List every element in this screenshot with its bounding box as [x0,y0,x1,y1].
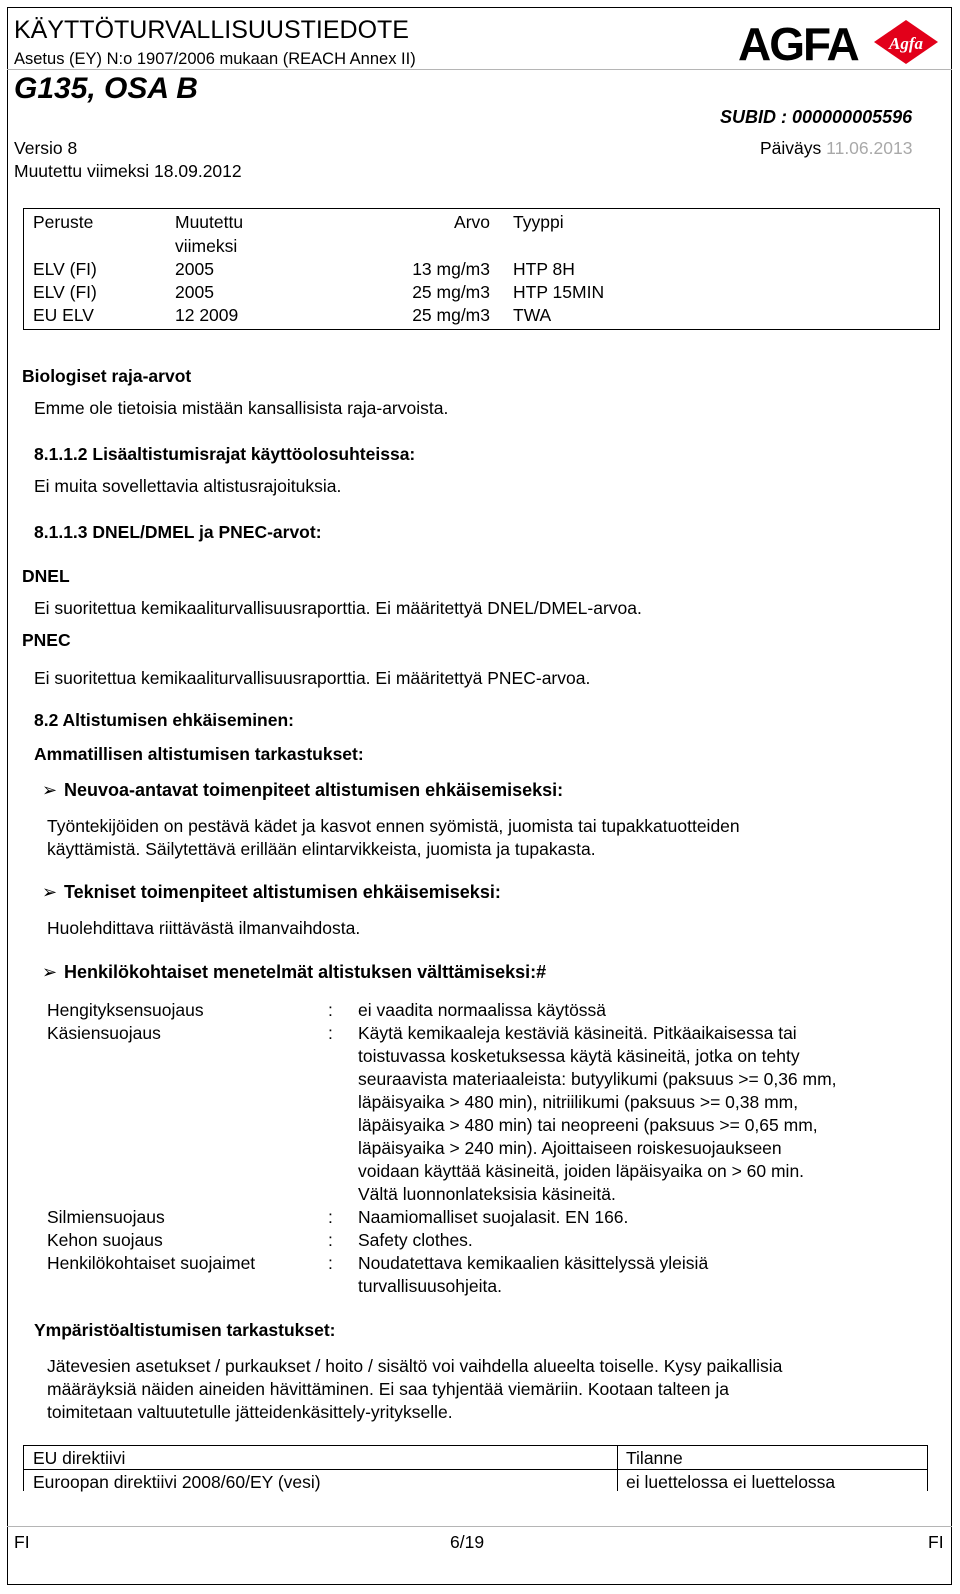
advisory-measures-heading: Neuvoa-antavat toimenpiteet altistumisen ehkäisemiseksi: [64,780,564,800]
ppe-label: Henkilökohtaiset suojaimet [47,1253,256,1273]
col-header-modified-line2: viimeksi [175,236,238,256]
agfa-logo [738,18,948,68]
directive-table-top-border [23,1445,928,1446]
technical-measures-heading: Tekniset toimenpiteet altistumisen ehkäisemiseksi: [64,882,501,902]
product-name: G135, OSA B [14,72,198,105]
ppe-label: Käsiensuojaus [47,1023,161,1043]
col-header-type: Tyyppi [513,212,564,232]
directive-col-header: EU direktiivi [33,1448,126,1468]
bio-text: Emme ole tietoisia mistään kansallisista raja-arvoista. [34,398,449,418]
dnel-text: Ei suoritettua kemikaaliturvallisuusraporttia. Ei määritettyä DNEL/DMEL-arvoa. [34,598,642,618]
ppe-value: Naamiomalliset suojalasit. EN 166. [358,1207,629,1227]
ppe-label: Silmiensuojaus [47,1207,165,1227]
ppe-value: voidaan käyttää käsineitä, joiden läpäisyaika on > 60 min. [358,1161,805,1181]
subid: SUBID : 000000005596 [720,107,913,127]
directive-table-row-border [23,1469,928,1470]
ppe-value: Käytä kemikaaleja kestäviä käsineitä. Pitkäaikaisessa tai [358,1023,797,1043]
ppe-colon: : [328,1230,333,1250]
col-header-modified: Muutettu [175,212,244,232]
row-basis: EU ELV [33,305,94,325]
ppe-value: turvallisuusohjeita. [358,1276,502,1296]
svg-text:Agfa: Agfa [889,34,923,53]
row-type: HTP 15MIN [513,282,605,302]
ppe-colon: : [328,1253,333,1273]
row-type: HTP 8H [513,259,575,279]
personal-measures-heading: Henkilökohtaiset menetelmät altistuksen välttämiseksi:# [64,962,547,982]
date [760,138,912,159]
header-rule [7,69,952,70]
modified-date: Muutettu viimeksi 18.09.2012 [14,161,242,181]
row-year: 2005 [175,259,214,279]
pnec-label: PNEC [22,630,71,650]
page-number: 6/19 [450,1532,485,1552]
directive-cell: Euroopan direktiivi 2008/60/EY (vesi) [33,1472,321,1492]
row-value: 25 mg/m3 [412,282,490,302]
environmental-text-line1: Jätevesien asetukset / purkaukset / hoito / sisältö voi vaihdella alueelta toiselle. Kysy paikallisia [47,1356,783,1376]
row-value: 25 mg/m3 [412,305,490,325]
ppe-colon: : [328,1207,333,1227]
dnel-label: DNEL [22,566,70,586]
ppe-value: Safety clothes. [358,1230,473,1250]
status-cell: ei luettelossa ei luettelossa [626,1472,836,1492]
section-8112-text: Ei muita sovellettavia altistusrajoituksia. [34,476,342,496]
footer-language-right: FI [928,1532,944,1552]
bio-heading: Biologiset raja-arvot [22,366,192,386]
environmental-text-line2: määräyksiä näiden aineiden hävittäminen. Ei saa tyhjentää viemäriin. Kootaan talteen ja [47,1379,729,1399]
ppe-value: seuraavista materiaaleista: butyylikumi (paksuus >= 0,36 mm, [358,1069,837,1089]
document-title: KÄYTTÖTURVALLISUUSTIEDOTE [14,16,409,44]
row-value: 13 mg/m3 [412,259,490,279]
ppe-value: läpäisyaika > 480 min), nitriilikumi (paksuus >= 0,38 mm, [358,1092,799,1112]
ppe-colon: : [328,1000,333,1020]
footer-language-left: FI [14,1532,30,1552]
ppe-value: Noudatettava kemikaalien käsittelyssä yleisiä [358,1253,709,1273]
environmental-text-line3: toimitetaan valtuutetulle jätteidenkäsittely-yritykselle. [47,1402,453,1422]
ppe-value: läpäisyaika > 480 min) tai neopreeni (paksuus >= 0,65 mm, [358,1115,818,1135]
col-header-value: Arvo [454,212,490,232]
directive-table-right-border [927,1445,928,1491]
row-basis: ELV (FI) [33,282,97,302]
bullet-arrow-icon: ➢ [42,780,58,800]
ppe-label: Kehon suojaus [47,1230,163,1250]
regulation-text: Asetus (EY) N:o 1907/2006 mukaan (REACH Annex II) [14,50,416,68]
bullet-arrow-icon: ➢ [42,882,58,902]
ppe-value: toistuvassa kosketuksessa käytä käsineitä, jotka on tehty [358,1046,800,1066]
ppe-value: ei vaadita normaalissa käytössä [358,1000,607,1020]
section-8113-heading: 8.1.1.3 DNEL/DMEL ja PNEC-arvot: [34,522,322,542]
advisory-text-line1: Työntekijöiden on pestävä kädet ja kasvot ennen syömistä, juomista tai tupakkatuotteiden [47,816,740,836]
directive-table-left-border [23,1445,24,1491]
row-basis: ELV (FI) [33,259,97,279]
status-col-header: Tilanne [626,1448,683,1468]
directive-table-mid-border [617,1445,618,1491]
section-82-heading: 8.2 Altistumisen ehkäiseminen: [34,710,294,730]
ppe-colon: : [328,1023,333,1043]
technical-measures-text: Huolehdittava riittävästä ilmanvaihdosta. [47,918,361,938]
bullet-arrow-icon: ➢ [42,962,58,982]
date-label: Päiväys [760,138,822,158]
ppe-value: läpäisyaika > 240 min). Ajoittaiseen roiskesuojaukseen [358,1138,782,1158]
pnec-text: Ei suoritettua kemikaaliturvallisuusraporttia. Ei määritettyä PNEC-arvoa. [34,668,591,688]
date-value: 11.06.2013 [826,138,913,158]
svg-text:AGFA: AGFA [738,18,858,68]
ppe-value: Vältä luonnonlateksisia käsineitä. [358,1184,616,1204]
environmental-heading: Ympäristöaltistumisen tarkastukset: [34,1320,336,1340]
advisory-text-line2: käyttämistä. Säilytettävä erillään elintarvikkeista, juomista ja tupakasta. [47,839,596,859]
occupational-heading: Ammatillisen altistumisen tarkastukset: [34,744,364,764]
row-year: 2005 [175,282,214,302]
row-year: 12 2009 [175,305,239,325]
ppe-label: Hengityksensuojaus [47,1000,204,1020]
version: Versio 8 [14,138,78,158]
footer-rule [7,1526,952,1527]
col-header-basis: Peruste [33,212,94,232]
row-type: TWA [513,305,552,325]
section-8112-heading: 8.1.1.2 Lisäaltistumisrajat käyttöolosuhteissa: [34,444,416,464]
